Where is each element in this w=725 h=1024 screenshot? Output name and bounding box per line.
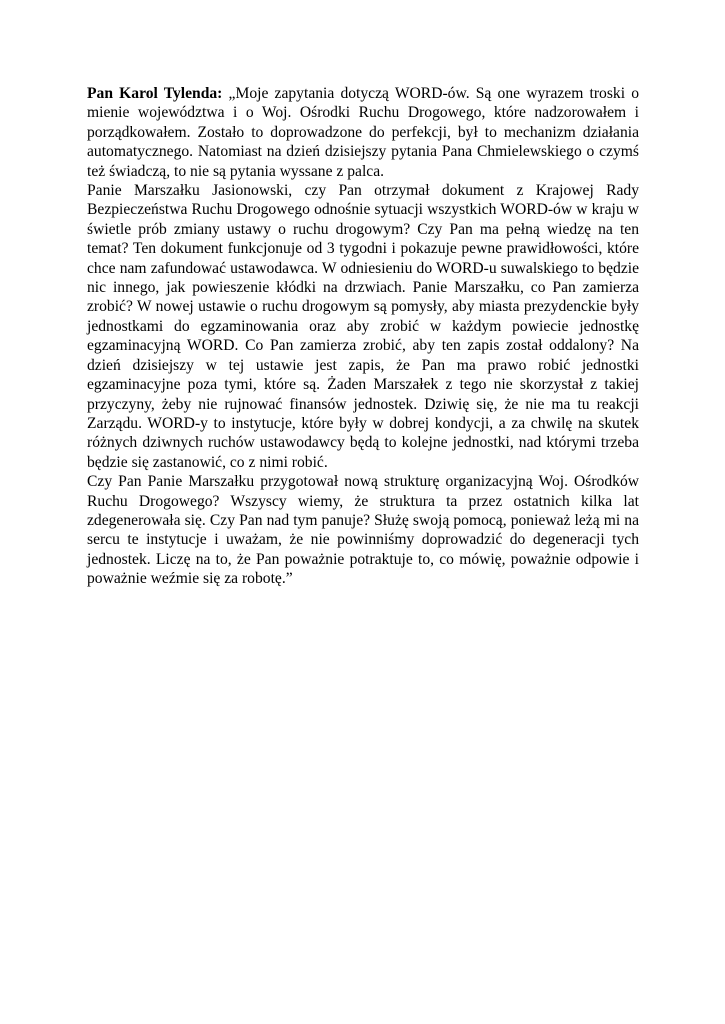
document-page	[87, 84, 639, 589]
speaker-name: Pan Karol Tylenda:	[87, 85, 223, 102]
paragraph-1	[87, 84, 639, 181]
paragraph-2: Panie Marszałku Jasionowski, czy Pan otrzymał dokument z Krajowej Rady Bezpieczeństwa Ruchu Drogowego odnośnie sytuacji wszystkich WORD-ów w kraju w świetle prób zmiany ustawy o ruchu drogowym? Czy Pan ma pełną wiedzę na ten temat? Ten dokument funkcjonuje od 3 tygodni i pokazuje pewne prawidłowości, które chce nam zafundować ustawodawca. W odniesieniu do WORD-u suwalskiego to będzie nic innego, jak powieszenie kłódki na drzwiach. Panie Marszałku, co Pan zamierza zrobić? W nowej ustawie o ruchu drogowym są pomysły, aby miasta prezydenckie były jednostkami do egzaminowania oraz aby zrobić w każdym powiecie jednostkę egzaminacyjną WORD. Co Pan zamierza zrobić, aby ten zapis został oddalony? Na dzień dzisiejszy w tej ustawie jest zapis, że Pan ma prawo robić jednostki egzaminacyjne poza tymi, które są. Żaden Marszałek z tego nie skorzystał z takiej przyczyny, żeby nie rujnować finansów jednostek. Dziwię się, że nie ma tu reakcji Zarządu. WORD-y to instytucje, które były w dobrej kondycji, a za chwilę na skutek różnych dziwnych ruchów ustawodawcy będą to kolejne jednostki, nad którymi trzeba będzie się zastanowić, co z nimi robić.	[87, 182, 639, 471]
paragraph-3: Czy Pan Panie Marszałku przygotował nową strukturę organizacyjną Woj. Ośrodków Ruchu Drogowego? Wszyscy wiemy, że struktura ta przez ostatnich kilka lat zdegenerowała się. Czy Pan nad tym panuje? Służę swoją pomocą, ponieważ leżą mi na sercu te instytucje i uważam, że nie powinniśmy doprowadzić do degeneracji tych jednostek. Liczę na to, że Pan poważnie potraktuje to, co mówię, poważnie odpowie i poważnie weźmie się za robotę.”	[87, 473, 639, 588]
paragraph-1-text: „Moje zapytania dotyczą WORD-ów. Są one wyrazem troski o mienie województwa i o Woj. Ośrodki Ruchu Drogowego, które nadzorowałem i porządkowałem. Zostało to doprowadzone do perfekcji, był to mechanizm działania automatycznego. Natomiast na dzień dzisiejszy pytania Pana Chmielewskiego o czymś też świadczą, to nie są pytania wyssane z palca.	[87, 85, 639, 180]
